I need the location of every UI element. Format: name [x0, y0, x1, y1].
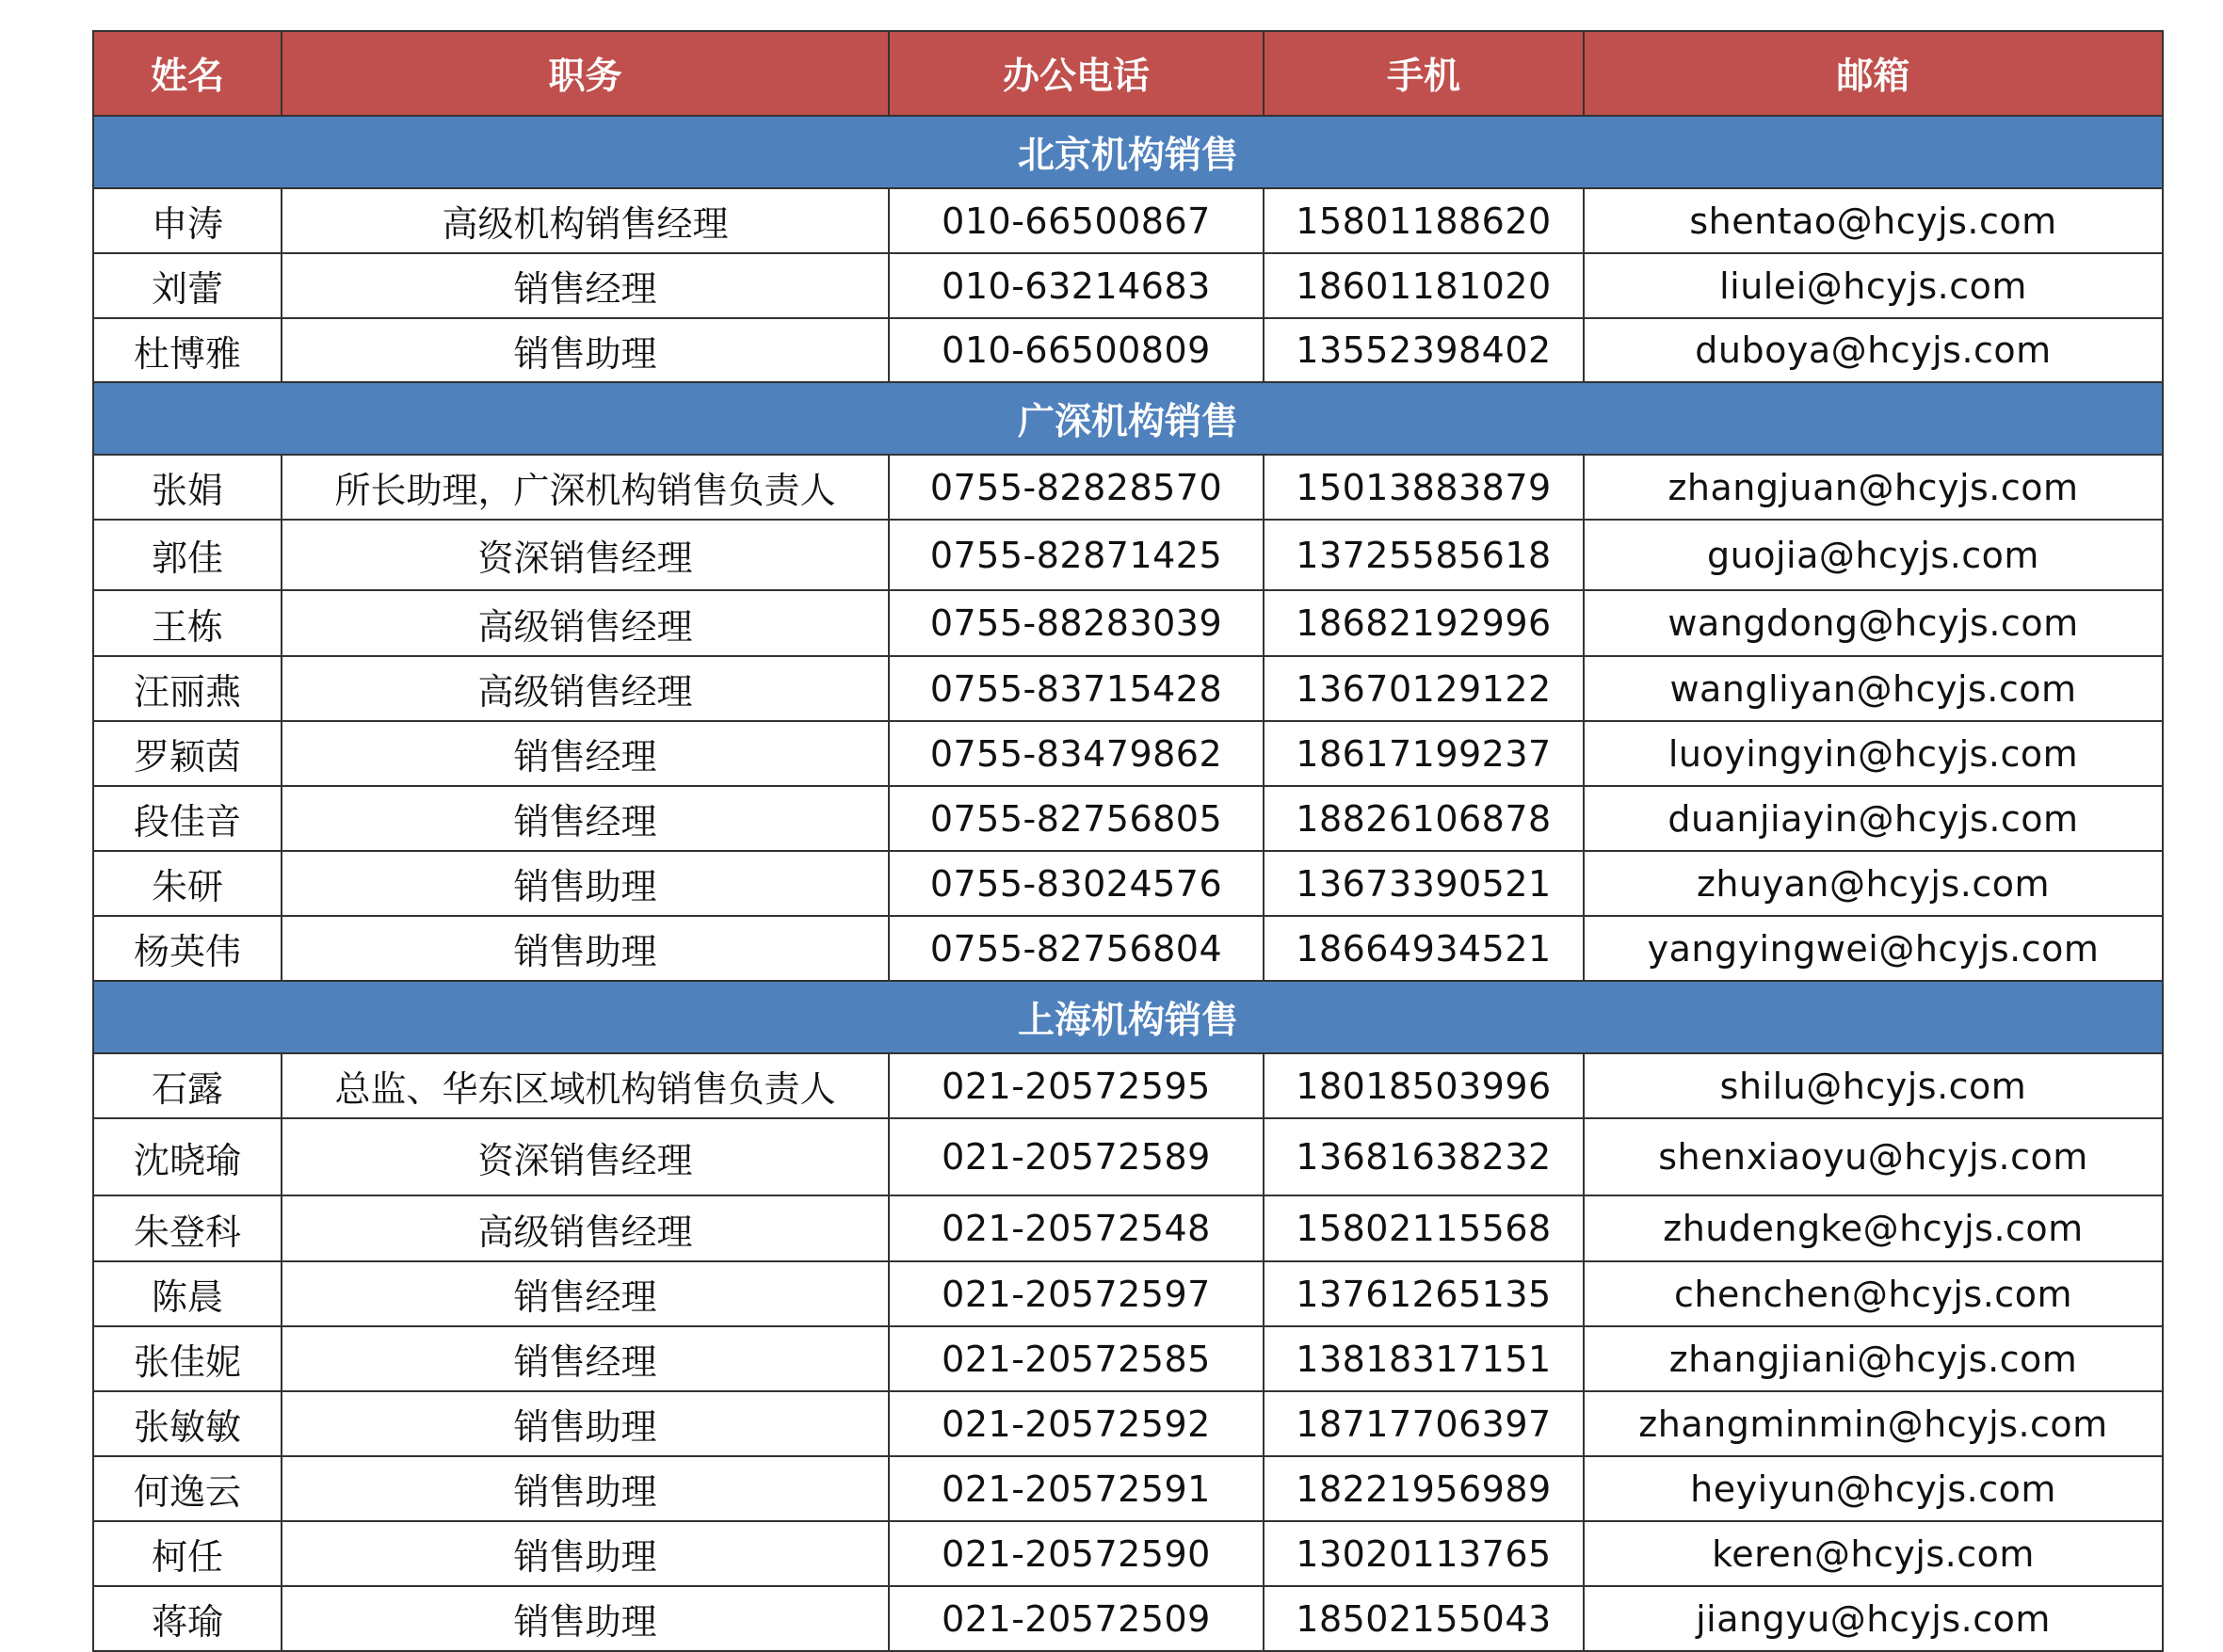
table-row: [93, 590, 2163, 656]
cell-title: 销售助理: [282, 1521, 889, 1586]
cell-title: 总监、华东区域机构销售负责人: [282, 1053, 889, 1118]
cell-mobile: 18717706397: [1264, 1391, 1584, 1456]
cell-email: jiangyu@hcyjs.com: [1584, 1586, 2163, 1651]
cell-name: 陈晨: [93, 1261, 282, 1326]
cell-office-phone: 0755-83024576: [889, 851, 1264, 916]
cell-name: 张敏敏: [93, 1391, 282, 1456]
cell-title: 销售助理: [282, 1456, 889, 1521]
cell-mobile: 18601181020: [1264, 253, 1584, 318]
table-row: [93, 1261, 2163, 1326]
cell-mobile: 13725585618: [1264, 520, 1584, 590]
cell-title: 高级机构销售经理: [282, 188, 889, 253]
cell-mobile: 18664934521: [1264, 916, 1584, 981]
cell-mobile: 13670129122: [1264, 656, 1584, 721]
cell-office-phone: 021-20572585: [889, 1326, 1264, 1391]
cell-title: 资深销售经理: [282, 1118, 889, 1195]
cell-title: 高级销售经理: [282, 656, 889, 721]
cell-name: 郭佳: [93, 520, 282, 590]
cell-email: luoyingyin@hcyjs.com: [1584, 721, 2163, 786]
cell-office-phone: 0755-82756804: [889, 916, 1264, 981]
column-header-office-phone: 办公电话: [889, 31, 1264, 116]
cell-name: 汪丽燕: [93, 656, 282, 721]
table-row: [93, 1456, 2163, 1521]
cell-title: 销售经理: [282, 253, 889, 318]
cell-name: 朱登科: [93, 1195, 282, 1261]
cell-title: 高级销售经理: [282, 590, 889, 656]
table-row: [93, 851, 2163, 916]
cell-title: 资深销售经理: [282, 520, 889, 590]
cell-email: shentao@hcyjs.com: [1584, 188, 2163, 253]
cell-email: heyiyun@hcyjs.com: [1584, 1456, 2163, 1521]
table-row: [93, 253, 2163, 318]
cell-mobile: 13673390521: [1264, 851, 1584, 916]
table-row: [93, 1391, 2163, 1456]
cell-email: shenxiaoyu@hcyjs.com: [1584, 1118, 2163, 1195]
cell-title: 销售助理: [282, 1586, 889, 1651]
cell-email: zhuyan@hcyjs.com: [1584, 851, 2163, 916]
cell-mobile: 18826106878: [1264, 786, 1584, 851]
cell-name: 段佳音: [93, 786, 282, 851]
cell-mobile: 18221956989: [1264, 1456, 1584, 1521]
table-row: [93, 1521, 2163, 1586]
table-row: [93, 520, 2163, 590]
cell-email: liulei@hcyjs.com: [1584, 253, 2163, 318]
cell-office-phone: 021-20572595: [889, 1053, 1264, 1118]
cell-office-phone: 021-20572548: [889, 1195, 1264, 1261]
cell-name: 刘蕾: [93, 253, 282, 318]
cell-name: 申涛: [93, 188, 282, 253]
table-row: [93, 188, 2163, 253]
cell-mobile: 18617199237: [1264, 721, 1584, 786]
cell-email: guojia@hcyjs.com: [1584, 520, 2163, 590]
cell-name: 杨英伟: [93, 916, 282, 981]
cell-office-phone: 0755-82871425: [889, 520, 1264, 590]
section-label: 北京机构销售: [93, 116, 2163, 188]
cell-mobile: 13818317151: [1264, 1326, 1584, 1391]
cell-title: 销售经理: [282, 1326, 889, 1391]
cell-title: 所长助理，广深机构销售负责人: [282, 455, 889, 520]
cell-office-phone: 0755-83715428: [889, 656, 1264, 721]
cell-office-phone: 010-63214683: [889, 253, 1264, 318]
table-row: [93, 721, 2163, 786]
column-header-email: 邮箱: [1584, 31, 2163, 116]
table-row: [93, 318, 2163, 382]
column-header-title: 职务: [282, 31, 889, 116]
cell-title: 高级销售经理: [282, 1195, 889, 1261]
section-label: 广深机构销售: [93, 382, 2163, 455]
cell-name: 柯任: [93, 1521, 282, 1586]
cell-mobile: 13020113765: [1264, 1521, 1584, 1586]
section-row: [93, 382, 2163, 455]
cell-office-phone: 021-20572597: [889, 1261, 1264, 1326]
cell-email: wangliyan@hcyjs.com: [1584, 656, 2163, 721]
cell-email: duboya@hcyjs.com: [1584, 318, 2163, 382]
cell-title: 销售经理: [282, 721, 889, 786]
cell-email: duanjiayin@hcyjs.com: [1584, 786, 2163, 851]
cell-email: shilu@hcyjs.com: [1584, 1053, 2163, 1118]
cell-mobile: 18018503996: [1264, 1053, 1584, 1118]
cell-email: keren@hcyjs.com: [1584, 1521, 2163, 1586]
cell-email: yangyingwei@hcyjs.com: [1584, 916, 2163, 981]
cell-email: zhangjuan@hcyjs.com: [1584, 455, 2163, 520]
header-row: [93, 31, 2163, 116]
cell-title: 销售助理: [282, 1391, 889, 1456]
cell-title: 销售经理: [282, 1261, 889, 1326]
cell-office-phone: 0755-82756805: [889, 786, 1264, 851]
cell-mobile: 13761265135: [1264, 1261, 1584, 1326]
section-label: 上海机构销售: [93, 981, 2163, 1053]
cell-office-phone: 0755-83479862: [889, 721, 1264, 786]
cell-name: 罗颖茵: [93, 721, 282, 786]
cell-mobile: 18502155043: [1264, 1586, 1584, 1651]
cell-office-phone: 010-66500867: [889, 188, 1264, 253]
cell-office-phone: 021-20572589: [889, 1118, 1264, 1195]
table-row: [93, 1053, 2163, 1118]
table-row: [93, 786, 2163, 851]
cell-office-phone: 0755-88283039: [889, 590, 1264, 656]
cell-name: 蒋瑜: [93, 1586, 282, 1651]
cell-office-phone: 021-20572591: [889, 1456, 1264, 1521]
cell-name: 朱研: [93, 851, 282, 916]
table-row: [93, 1118, 2163, 1195]
cell-title: 销售经理: [282, 786, 889, 851]
cell-office-phone: 021-20572592: [889, 1391, 1264, 1456]
cell-mobile: 15013883879: [1264, 455, 1584, 520]
cell-title: 销售助理: [282, 851, 889, 916]
table-row: [93, 1326, 2163, 1391]
cell-name: 杜博雅: [93, 318, 282, 382]
cell-title: 销售助理: [282, 318, 889, 382]
cell-office-phone: 010-66500809: [889, 318, 1264, 382]
table-row: [93, 1195, 2163, 1261]
table-row: [93, 656, 2163, 721]
table-row: [93, 455, 2163, 520]
cell-name: 石露: [93, 1053, 282, 1118]
cell-email: chenchen@hcyjs.com: [1584, 1261, 2163, 1326]
cell-email: wangdong@hcyjs.com: [1584, 590, 2163, 656]
cell-name: 张佳妮: [93, 1326, 282, 1391]
cell-email: zhangjiani@hcyjs.com: [1584, 1326, 2163, 1391]
cell-mobile: 13681638232: [1264, 1118, 1584, 1195]
cell-email: zhudengke@hcyjs.com: [1584, 1195, 2163, 1261]
table-row: [93, 1586, 2163, 1651]
contact-table: [92, 30, 2164, 1652]
table-body: [93, 116, 2163, 1651]
cell-mobile: 18682192996: [1264, 590, 1584, 656]
table-header: [93, 31, 2163, 116]
cell-mobile: 13552398402: [1264, 318, 1584, 382]
table-row: [93, 916, 2163, 981]
cell-office-phone: 021-20572590: [889, 1521, 1264, 1586]
column-header-mobile: 手机: [1264, 31, 1584, 116]
cell-name: 张娟: [93, 455, 282, 520]
cell-name: 沈晓瑜: [93, 1118, 282, 1195]
cell-email: zhangminmin@hcyjs.com: [1584, 1391, 2163, 1456]
cell-mobile: 15801188620: [1264, 188, 1584, 253]
cell-title: 销售助理: [282, 916, 889, 981]
cell-office-phone: 021-20572509: [889, 1586, 1264, 1651]
cell-name: 王栋: [93, 590, 282, 656]
cell-name: 何逸云: [93, 1456, 282, 1521]
section-row: [93, 981, 2163, 1053]
section-row: [93, 116, 2163, 188]
cell-office-phone: 0755-82828570: [889, 455, 1264, 520]
cell-mobile: 15802115568: [1264, 1195, 1584, 1261]
column-header-name: 姓名: [93, 31, 282, 116]
